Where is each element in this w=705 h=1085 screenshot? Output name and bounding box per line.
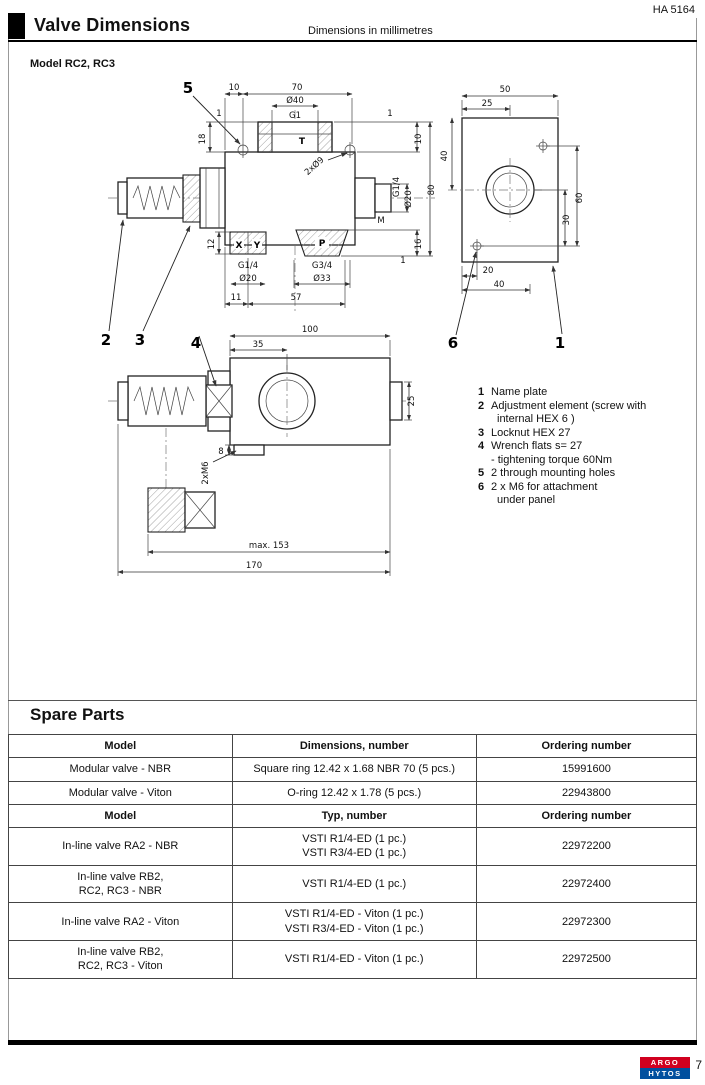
page-title: Valve Dimensions — [34, 15, 191, 35]
hole-note: 2xM6 — [201, 461, 211, 485]
model-cell — [9, 828, 233, 866]
cell-line: RC2, RC3 - NBR — [78, 885, 162, 898]
table-row — [9, 940, 697, 978]
column-header-dimensions: Dimensions, number — [232, 735, 476, 758]
ordering-cell: 22972500 — [476, 940, 696, 978]
spare-parts-title: Spare Parts — [30, 705, 125, 724]
table-row — [9, 903, 697, 941]
table-row — [9, 781, 697, 804]
bottom-view-drawing — [108, 325, 417, 576]
column-header-typ: Typ, number — [232, 804, 476, 827]
table-row — [9, 865, 697, 903]
callout-number-2: 2 — [100, 331, 112, 349]
dim-label: 18 — [198, 133, 208, 145]
dim-label: 25 — [407, 395, 417, 407]
dim-label: 57 — [290, 293, 302, 303]
cell-line: VSTI R1/4-ED - Viton (1 pc.) — [284, 953, 424, 966]
cell-line: VSTI R1/4-ED - Viton (1 pc.) — [284, 908, 424, 921]
logo-hytos-text: HYTOS — [640, 1068, 690, 1079]
table-row — [9, 828, 697, 866]
thread-label: G3/4 — [311, 261, 333, 271]
dim-label: 20 — [482, 266, 494, 276]
side-view-drawing — [440, 85, 585, 294]
legend-item-text: 2 x M6 for attachment — [491, 480, 598, 493]
model-cell — [9, 903, 233, 941]
label-m: M — [377, 216, 385, 226]
port-label-y: Y — [253, 241, 261, 251]
cell-line: Modular valve - Viton — [68, 786, 172, 799]
cell-line: VSTI R3/4-ED - Viton (1 pc.) — [284, 922, 424, 935]
legend-item-number: 1 — [478, 386, 485, 398]
port-label-t: T — [298, 137, 306, 147]
thread-label: G1/4 — [237, 261, 259, 271]
dim-label: 100 — [301, 325, 319, 335]
section-divider — [8, 700, 697, 701]
model-cell — [9, 781, 233, 804]
legend-item-number: 3 — [478, 426, 485, 439]
cell-line: In-line valve RA2 - Viton — [61, 915, 180, 928]
dim-label: 8 — [218, 447, 224, 457]
legend-item-number: 4 — [478, 440, 485, 452]
typ-cell — [232, 828, 476, 866]
hole-note: 2xØ9 — [302, 155, 327, 178]
dim-label: 170 — [245, 561, 263, 571]
front-view-drawing — [108, 83, 437, 312]
legend-item — [478, 467, 693, 481]
dim-label: 35 — [252, 340, 264, 350]
title-rule — [8, 40, 697, 42]
legend-item — [478, 481, 693, 508]
cell-line: VSTI R1/4-ED (1 pc.) — [302, 833, 407, 846]
cell-line: VSTI R3/4-ED (1 pc.) — [302, 847, 407, 860]
legend-item-text: under panel — [497, 494, 556, 506]
legend-item-number: 6 — [478, 480, 485, 493]
column-header-model: Model — [9, 735, 233, 758]
dim-label: 50 — [499, 85, 511, 95]
dim-label: 25 — [481, 99, 493, 109]
dim-label: 11 — [230, 293, 242, 303]
model-cell — [9, 758, 233, 781]
ordering-cell: 22943800 — [476, 781, 696, 804]
dim-label: max. 153 — [248, 541, 290, 551]
dim-label: 70 — [291, 83, 303, 93]
callout-number-1: 1 — [554, 334, 566, 352]
callout-number-6: 6 — [447, 334, 459, 352]
callout-number-3: 3 — [134, 331, 146, 349]
dim-label: 40 — [440, 150, 450, 162]
thread-label: G1/4 — [392, 176, 402, 198]
dim-label: Ø20 — [404, 190, 414, 208]
cell-line: In-line valve RB2, — [77, 945, 164, 958]
typ-cell — [232, 903, 476, 941]
legend-item — [478, 386, 693, 400]
dim-label: Ø33 — [313, 274, 331, 284]
valve-dimensions-drawing — [0, 60, 705, 645]
model-subtitle: Model RC2, RC3 — [30, 58, 115, 70]
dim-label: 80 — [427, 184, 437, 196]
cell-line: Modular valve - NBR — [69, 763, 172, 776]
dimensions-note: Dimensions in millimetres — [308, 25, 433, 37]
port-label-p: P — [318, 239, 326, 249]
ordering-cell: 15991600 — [476, 758, 696, 781]
ordering-cell: 22972200 — [476, 828, 696, 866]
legend-item — [478, 440, 693, 467]
column-header-ordering: Ordering number — [476, 735, 696, 758]
dim-label: 1 — [387, 109, 393, 119]
cell-line: O-ring 12.42 x 1.78 (5 pcs.) — [287, 786, 422, 799]
cell-line: RC2, RC3 - Viton — [77, 960, 163, 973]
column-header-model: Model — [9, 804, 233, 827]
legend-item-text: Adjustment element (screw with — [491, 399, 647, 412]
legend-item-text: Name plate — [491, 386, 548, 398]
dim-label: 16 — [414, 238, 424, 250]
dim-label: 1 — [400, 256, 406, 266]
table-row — [9, 758, 697, 781]
legend-item-text: Wrench flats s= 27 — [491, 440, 583, 452]
dimensions-cell — [232, 758, 476, 781]
dimensions-cell — [232, 781, 476, 804]
cell-line: VSTI R1/4-ED (1 pc.) — [302, 877, 407, 890]
argo-hytos-logo — [639, 1056, 691, 1080]
legend-item-text: Locknut HEX 27 — [491, 426, 571, 439]
ordering-cell: 22972300 — [476, 903, 696, 941]
dim-label: Ø40 — [286, 96, 304, 106]
dim-label: 12 — [207, 238, 217, 250]
port-label-x: X — [235, 241, 243, 251]
spare-parts-table — [8, 734, 697, 979]
thread-label: G1 — [289, 111, 301, 121]
logo-argo-text: ARGO — [640, 1057, 690, 1068]
column-header-ordering: Ordering number — [476, 804, 696, 827]
legend-item-number: 2 — [478, 399, 485, 412]
page-number: 7 — [695, 1058, 702, 1072]
dim-label: 1 — [216, 109, 222, 119]
title-chip — [8, 13, 25, 39]
legend-item — [478, 400, 693, 427]
callout-number-5: 5 — [182, 79, 194, 97]
cell-line: In-line valve RB2, — [77, 870, 164, 883]
dim-label: 10 — [414, 133, 424, 145]
dim-label: 60 — [575, 192, 585, 204]
cell-line: In-line valve RA2 - NBR — [62, 840, 179, 853]
cell-line: Square ring 12.42 x 1.68 NBR 70 (5 pcs.) — [253, 763, 456, 776]
footer-rule — [8, 1040, 697, 1045]
dim-label: 40 — [493, 280, 505, 290]
legend-item-text: - tightening torque 60Nm — [491, 453, 613, 466]
callout-number-4: 4 — [190, 334, 202, 352]
dim-label: Ø20 — [239, 274, 257, 284]
dim-label: 10 — [228, 83, 240, 93]
doc-code: HA 5164 — [652, 4, 695, 16]
dim-label: 30 — [562, 214, 572, 226]
model-cell — [9, 865, 233, 903]
table-header-row — [9, 804, 697, 827]
drawing-legend — [478, 386, 693, 508]
model-cell — [9, 940, 233, 978]
legend-item-text: internal HEX 6 ) — [497, 413, 575, 425]
table-header-row — [9, 735, 697, 758]
typ-cell — [232, 865, 476, 903]
ordering-cell: 22972400 — [476, 865, 696, 903]
legend-item — [478, 427, 693, 441]
legend-item-number: 5 — [478, 467, 485, 479]
typ-cell — [232, 940, 476, 978]
legend-item-text: 2 through mounting holes — [491, 467, 616, 479]
